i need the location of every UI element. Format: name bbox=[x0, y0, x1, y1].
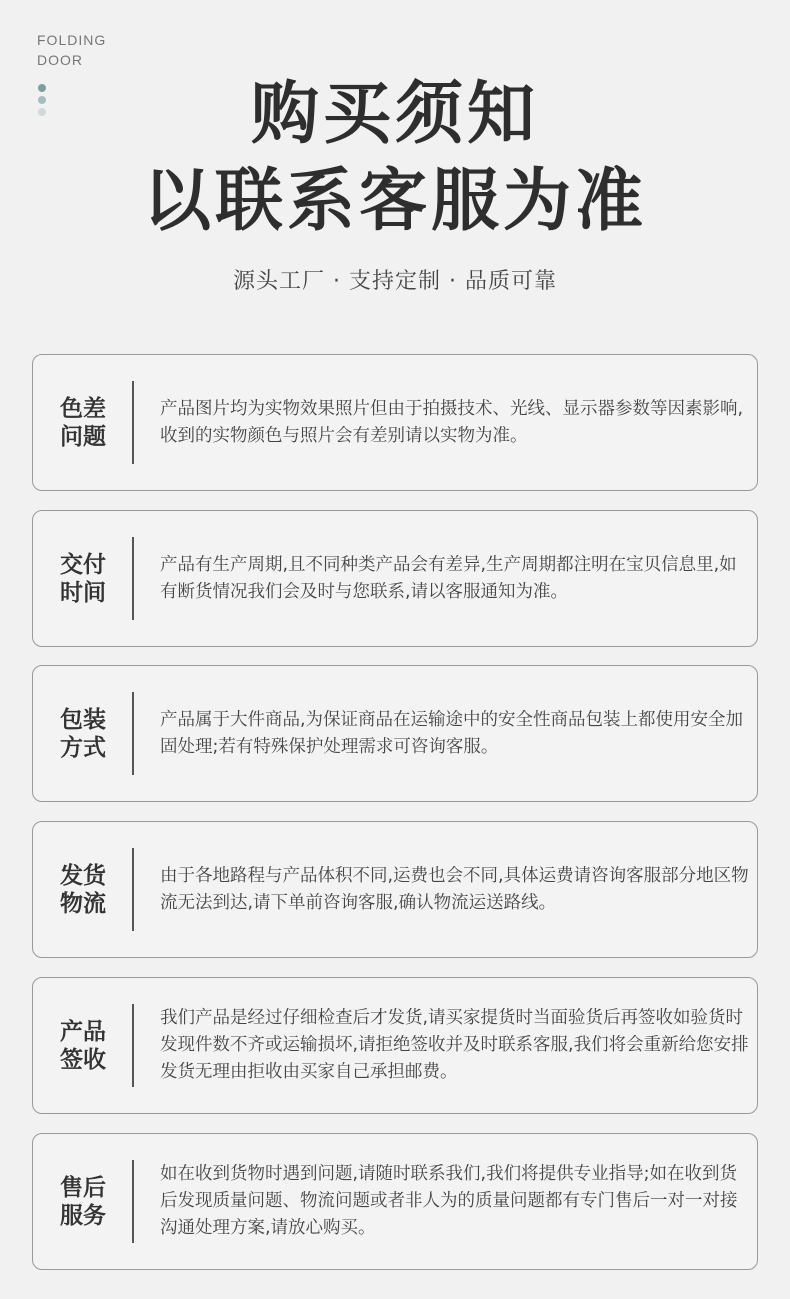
brand-text bbox=[37, 30, 106, 70]
card-label-line-1: 售后 bbox=[60, 1174, 106, 1201]
card-label-line-1: 色差 bbox=[60, 395, 106, 422]
page-title-line-2: 以联系客服为准 bbox=[142, 162, 647, 241]
card-label-line-2: 时间 bbox=[60, 579, 106, 606]
card-label bbox=[55, 978, 111, 1113]
info-card-delivery bbox=[32, 510, 758, 647]
card-label-line-1: 包装 bbox=[60, 706, 106, 733]
divider bbox=[132, 1004, 134, 1087]
card-label-line-1: 发货 bbox=[60, 862, 106, 889]
card-description: 我们产品是经过仔细检查后才发货,请买家提货时当面验货后再签收如验货时发现件数不齐或运输损坏,请拒绝签收并及时联系客服,我们将会重新给您安排发货无理由拒收由买家自己承担邮费。 bbox=[160, 1008, 749, 1082]
divider bbox=[132, 537, 134, 620]
card-label-line-2: 签收 bbox=[60, 1046, 106, 1073]
page-title: 购买须知 bbox=[250, 75, 539, 154]
card-label-line-2: 物流 bbox=[60, 890, 106, 917]
brand-line-1: FOLDING bbox=[37, 32, 107, 48]
card-label bbox=[55, 1134, 111, 1269]
card-description: 产品有生产周期,且不同种类产品会有差异,生产周期都注明在宝贝信息里,如有断货情况我们会及时与您联系,请以客服通知为准。 bbox=[160, 554, 737, 602]
info-card-packaging bbox=[32, 665, 758, 802]
page-subtitle: 源头工厂 · 支持定制 · 品质可靠 bbox=[233, 269, 557, 294]
card-label-line-2: 服务 bbox=[60, 1202, 106, 1229]
info-card-color bbox=[32, 354, 758, 491]
info-card-shipping bbox=[32, 821, 758, 958]
card-description: 产品图片均为实物效果照片但由于拍摄技术、光线、显示器参数等因素影响,收到的实物颜色与照片会有差别请以实物为准。 bbox=[160, 398, 744, 446]
card-label bbox=[55, 511, 111, 646]
divider bbox=[132, 692, 134, 775]
card-label-line-2: 方式 bbox=[60, 734, 106, 761]
card-label bbox=[55, 355, 111, 490]
divider bbox=[132, 381, 134, 464]
info-card-after-sales bbox=[32, 1133, 758, 1270]
info-card-receipt bbox=[32, 977, 758, 1114]
card-label bbox=[55, 666, 111, 801]
card-label bbox=[55, 822, 111, 957]
card-description: 产品属于大件商品,为保证商品在运输途中的安全性商品包装上都使用安全加固处理;若有特殊保护处理需求可咨询客服。 bbox=[160, 709, 744, 757]
card-label-line-1: 交付 bbox=[60, 551, 106, 578]
card-description: 如在收到货物时遇到问题,请随时联系我们,我们将提供专业指导;如在收到货后发现质量问题、物流问题或者非人为的质量问题都有专门售后一对一对接沟通处理方案,请放心购买。 bbox=[160, 1164, 738, 1238]
card-description: 由于各地路程与产品体积不同,运费也会不同,具体运费请咨询客服部分地区物流无法到达,请下单前咨询客服,确认物流运送路线。 bbox=[160, 865, 749, 913]
divider bbox=[132, 848, 134, 931]
divider bbox=[132, 1160, 134, 1243]
card-label-line-1: 产品 bbox=[60, 1018, 106, 1045]
card-label-line-2: 问题 bbox=[60, 423, 106, 450]
brand-line-2: DOOR bbox=[37, 52, 83, 68]
